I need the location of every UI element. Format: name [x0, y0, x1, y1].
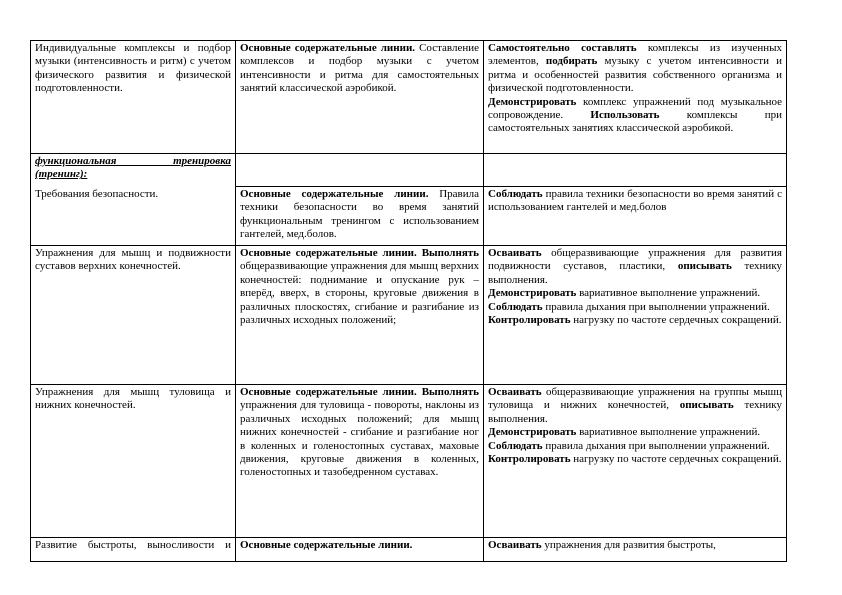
activities-cell: Самостоятельно составлять комплексы из изученных элементов, подбирать музыку с учетом интенсивности и ритма и особенностей развития собственного организма и физической подготовленности. Демонстрировать комплекс упражнений под музыкальное сопровождение. Использовать комплексы при самостоятельных занятиях классической аэробикой. — [484, 41, 787, 154]
table-row — [31, 385, 787, 538]
activities-cell: Осваивать общеразвивающие упражнения на группы мышц туловища и нижних конечностей, описывать технику выполнения. Демонстрировать вариативное выполнение упражнений. Соблюдать правила дыхания при выполнении упражнений. Контролировать нагрузку по частоте сердечных сокращений. — [484, 385, 787, 538]
topic-cell-section-title: функциональная тренировка (тренинг): — [31, 154, 236, 187]
activities-cell: Осваивать упражнения для развития быстроты, — [484, 538, 787, 562]
content-cell: Основные содержательные линии. Правила техники безопасности во время занятий функциональным тренингом с использованием гантелей, мед.болов. — [236, 187, 484, 246]
content-cell-empty — [236, 154, 484, 187]
content-cell: Основные содержательные линии. Выполнять упражнения для туловища - повороты, наклоны из различных исходных положений; для мышц нижних конечностей - сгибание и разгибание ног в коленных и голеностопных суставах, маховые движения, круговые движения в коленных, голеностопных и тазобедренном суставах. — [236, 385, 484, 538]
content-cell: Основные содержательные линии. Составление комплексов и подбор музыки с учетом интенсивности и ритма для самостоятельных занятий классической аэробикой. — [236, 41, 484, 154]
content-cell: Основные содержательные линии. Выполнять общеразвивающие упражнения для мышц верхних конечностей: поднимание и опускание рук – вперёд, вверх, в стороны, круговые движения в различных плоскостях, сгибание и разгибание из различных исходных положений; — [236, 246, 484, 385]
topic-cell: Индивидуальные комплексы и подбор музыки (интенсивность и ритм) с учетом физического развития и физической подготовленности. — [31, 41, 236, 154]
topic-cell: Требования безопасности. — [31, 187, 236, 246]
curriculum-table — [30, 40, 787, 562]
activities-cell: Осваивать общеразвивающие упражнения для развития подвижности суставов, пластики, описывать технику выполнения. Демонстрировать вариативное выполнение упражнений. Соблюдать правила дыхания при выполнении упражнений. Контролировать нагрузку по частоте сердечных сокращений. — [484, 246, 787, 385]
table-row — [31, 187, 787, 246]
content-cell: Основные содержательные линии. — [236, 538, 484, 562]
table-row-section-header — [31, 154, 787, 187]
table-row — [31, 246, 787, 385]
activities-cell-empty — [484, 154, 787, 187]
table-row — [31, 538, 787, 562]
topic-cell: Упражнения для мышц и подвижности суставов верхних конечностей. — [31, 246, 236, 385]
table-row — [31, 41, 787, 154]
topic-cell: Развитие быстроты, выносливости и — [31, 538, 236, 562]
activities-cell: Соблюдать правила техники безопасности во время занятий с использованием гантелей и мед.болов — [484, 187, 787, 246]
topic-cell: Упражнения для мышц туловища и нижних конечностей. — [31, 385, 236, 538]
